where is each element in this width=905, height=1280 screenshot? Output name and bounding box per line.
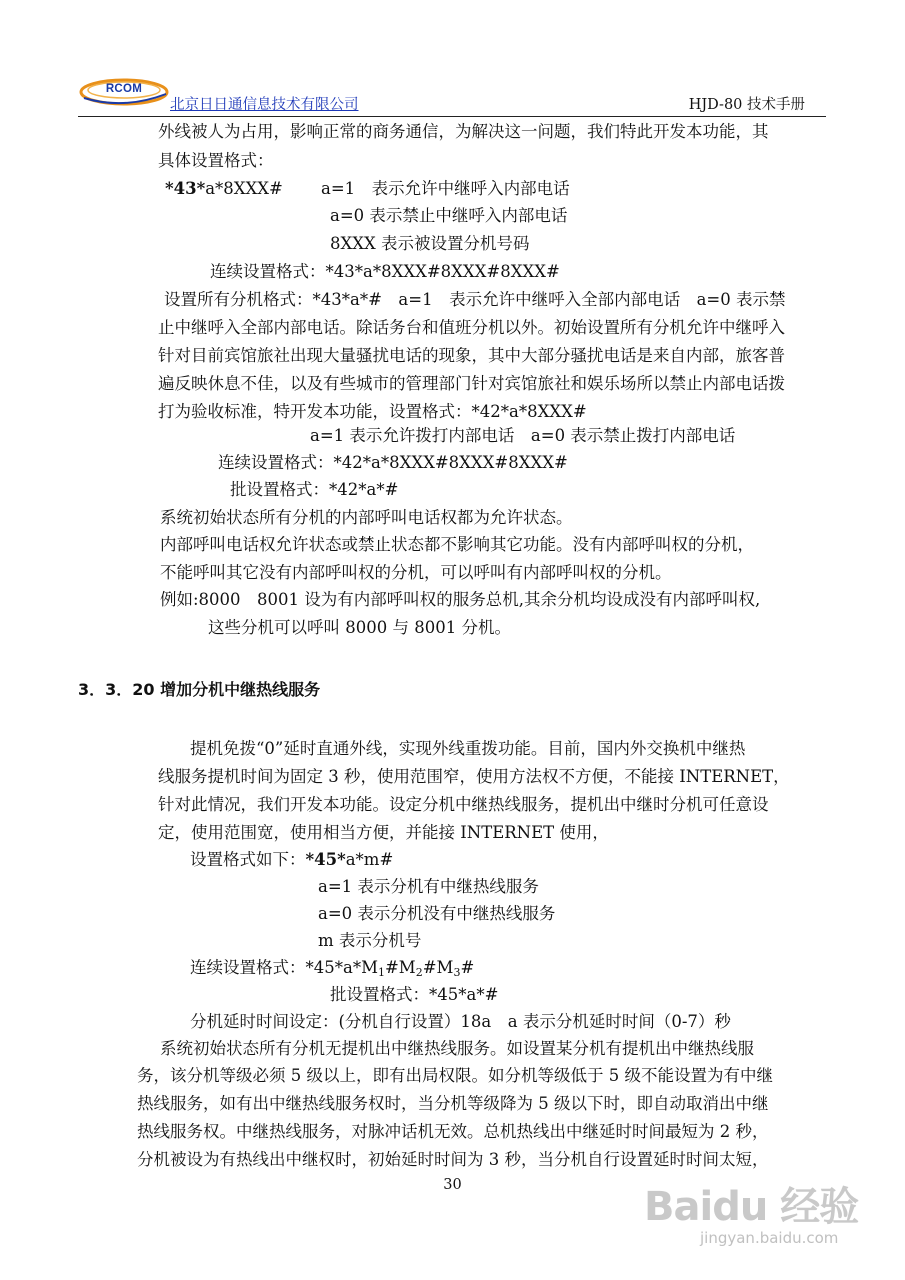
text-line: 例如:8000 8001 设为有内部呼叫权的服务总机,其余分机均设成没有内部呼叫权, xyxy=(160,590,761,609)
text-line: 针对此情况，我们开发本功能。设定分机中继热线服务，提机出中继时分机可任意设 xyxy=(158,795,769,814)
format-code xyxy=(165,179,283,199)
text-line: 分机延时时间设定：(分机自行设置）18a a 表示分机延时时间（0-7）秒 xyxy=(190,1012,731,1031)
text-line: 系统初始状态所有分机的内部呼叫电话权都为允许状态。 xyxy=(160,508,573,527)
text-line: 针对目前宾馆旅社出现大量骚扰电话的现象，其中大部分骚扰电话是来自内部，旅客普 xyxy=(158,346,785,365)
text-line: 分机被设为有热线出中继权时，初始延时时间为 3 秒，当分机自行设置延时时间太短， xyxy=(137,1150,769,1169)
text-line: a=1 表示允许拨打内部电话 a=0 表示禁止拨打内部电话 xyxy=(310,426,736,445)
text-line: 提机免拨“0”延时直通外线，实现外线重拨功能。目前，国内外交换机中继热 xyxy=(190,739,746,758)
cont-part: 连续设置格式：*45*a*M xyxy=(190,958,378,977)
text-line: m 表示分机号 xyxy=(318,931,422,950)
page-number: 30 xyxy=(443,1177,462,1193)
header-divider xyxy=(78,116,826,117)
format-code-rest: a*8XXX# xyxy=(205,179,283,198)
format-label: 设置格式如下： xyxy=(190,850,306,869)
subscript: 1 xyxy=(377,966,385,979)
text-line: a=1 表示允许中继呼入内部电话 xyxy=(321,179,570,198)
text-line: 系统初始状态所有分机无提机出中继热线服务。如设置某分机有提机出中继热线服 xyxy=(160,1039,754,1058)
text-line: 不能呼叫其它没有内部呼叫权的分机，可以呼叫有内部呼叫权的分机。 xyxy=(160,563,672,582)
company-name-link[interactable]: 北京日日通信息技术有限公司 xyxy=(170,97,359,113)
text-line: 连续设置格式：*43*a*8XXX#8XXX#8XXX# xyxy=(210,262,560,281)
text-line: 设置所有分机格式：*43*a*# a=1 表示允许中继呼入全部内部电话 a=0 表示禁 xyxy=(164,290,786,309)
text-line: 热线服务，如有出中继热线服务权时，当分机等级降为 5 级以下时，即自动取消出中继 xyxy=(137,1094,769,1113)
text-line: 批设置格式：*45*a*# xyxy=(330,985,499,1004)
text-line: 8XXX 表示被设置分机号码 xyxy=(330,234,530,253)
baidu-watermark: Baidu 经验 xyxy=(644,1184,859,1230)
format-code-bold: *43* xyxy=(165,179,206,198)
cont-part: #M xyxy=(384,958,416,977)
text-line: 务，该分机等级必须 5 级以上，即有出局权限。如分机等级低于 5 级不能设置为有中继 xyxy=(137,1066,773,1085)
text-line: 内部呼叫电话权允许状态或禁止状态都不影响其它功能。没有内部呼叫权的分机， xyxy=(160,535,754,554)
section-heading: 3．3．20 增加分机中继热线服务 xyxy=(78,680,321,699)
subscript: 3 xyxy=(453,966,461,979)
subscript: 2 xyxy=(415,966,423,979)
text-line: 热线服务权。中继热线服务，对脉冲话机无效。总机热线出中继延时时间最短为 2 秒， xyxy=(137,1122,769,1141)
text-line: 这些分机可以呼叫 8000 与 8001 分机。 xyxy=(208,618,511,637)
format-code-bold: *45* xyxy=(305,850,346,869)
text-line: a=1 表示分机有中继热线服务 xyxy=(318,877,539,896)
manual-title: HJD-80 技术手册 xyxy=(688,97,805,113)
format-line xyxy=(190,850,393,870)
text-line: 定，使用范围宽，使用相当方便，并能接 INTERNET 使用， xyxy=(158,823,609,842)
continuous-format xyxy=(190,958,474,978)
text-line: 具体设置格式： xyxy=(158,151,274,170)
text-line: 打为验收标准，特开发本功能，设置格式：*42*a*8XXX# xyxy=(158,402,587,421)
format-code-rest: a*m# xyxy=(345,850,394,869)
text-line: a=0 表示分机没有中继热线服务 xyxy=(318,904,556,923)
text-line: 止中继呼入全部内部电话。除话务台和值班分机以外。初始设置所有分机允许中继呼入 xyxy=(158,318,785,337)
text-line: 遍反映休息不佳，以及有些城市的管理部门针对宾馆旅社和娱乐场所以禁止内部电话拨 xyxy=(158,374,785,393)
watermark-url: jingyan.baidu.com xyxy=(700,1229,839,1247)
text-line: 外线被人为占用，影响正常的商务通信，为解决这一问题，我们特此开发本功能，其 xyxy=(158,122,769,141)
logo-text: RCOM xyxy=(105,83,143,95)
cont-part: # xyxy=(460,958,475,977)
text-line: 连续设置格式：*42*a*8XXX#8XXX#8XXX# xyxy=(218,453,568,472)
text-line: 线服务提机时间为固定 3 秒，使用范围窄，使用方法权不方便，不能接 INTERNET， xyxy=(158,767,790,786)
company-logo xyxy=(78,76,170,108)
text-line: 批设置格式：*42*a*# xyxy=(230,480,399,499)
cont-part: #M xyxy=(422,958,454,977)
text-line: a=0 表示禁止中继呼入内部电话 xyxy=(330,206,568,225)
